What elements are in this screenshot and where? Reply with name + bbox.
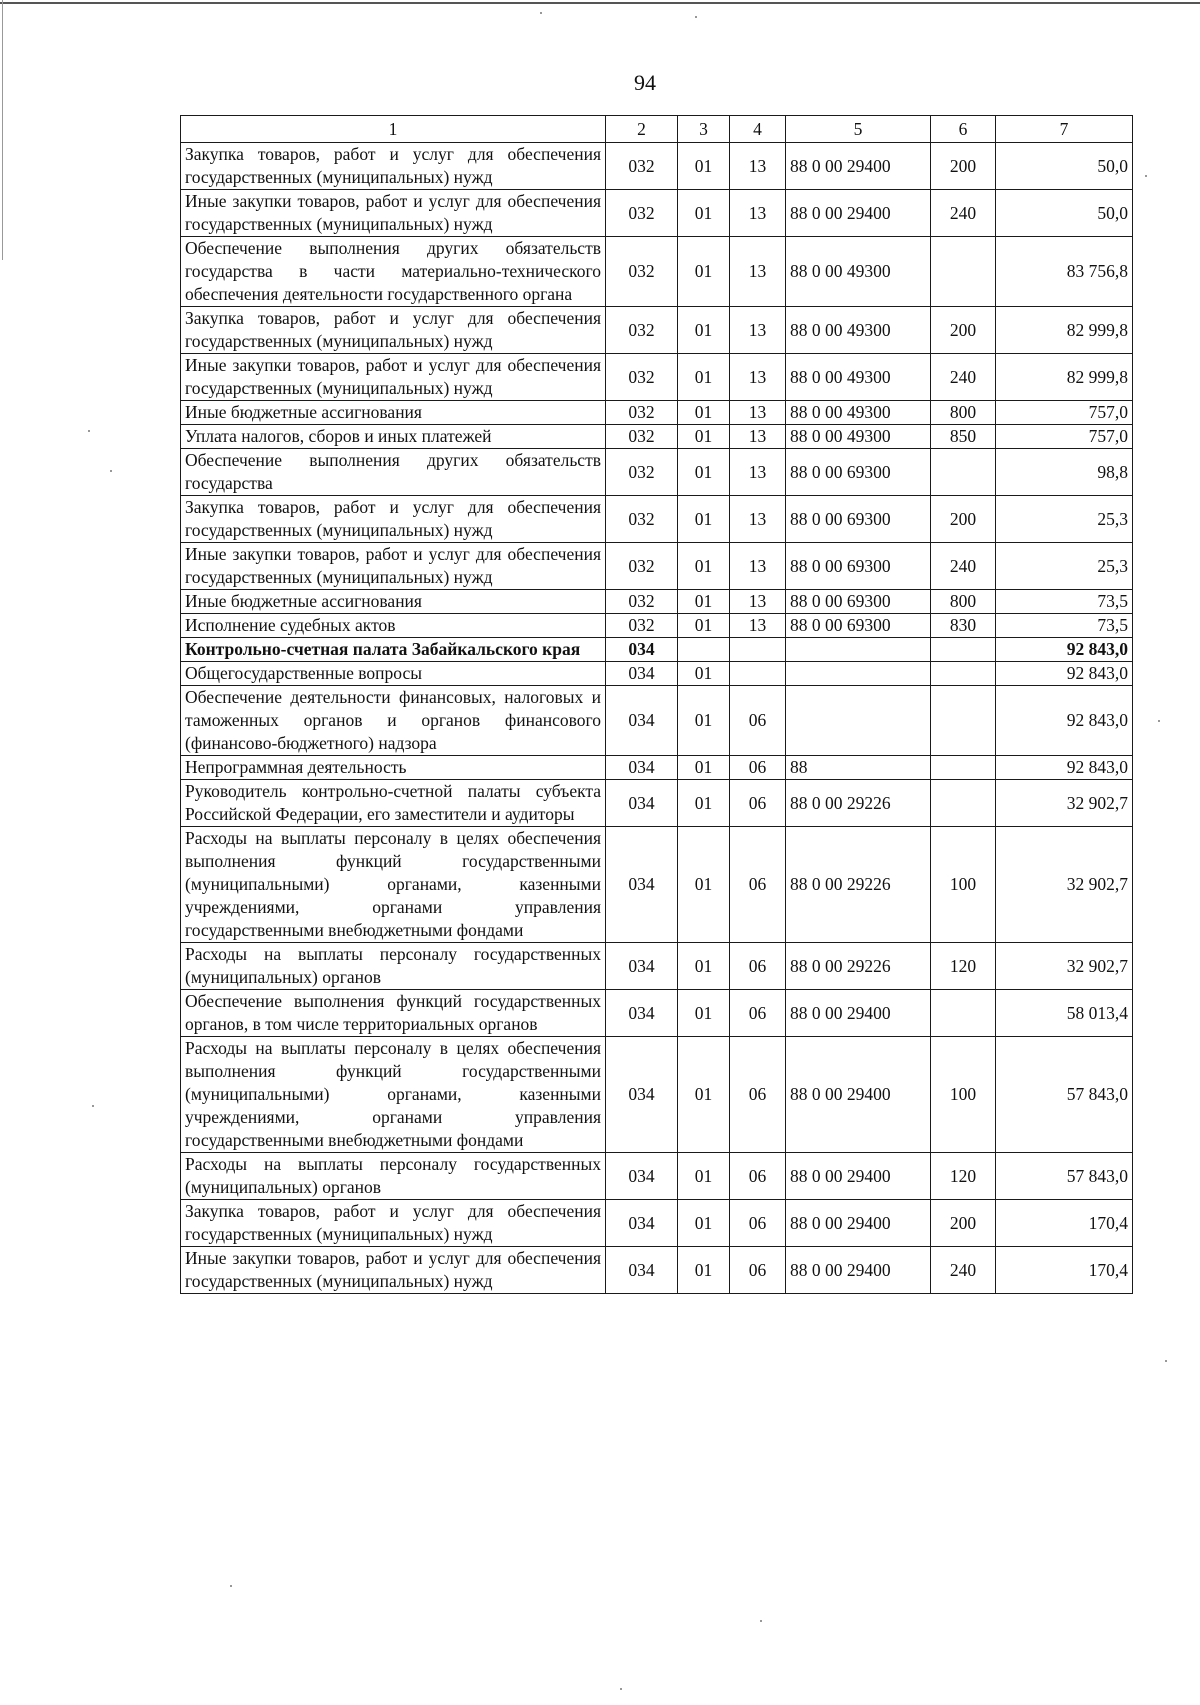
scan-speck bbox=[695, 16, 697, 18]
cell-name: Руководитель контрольно-счетной палаты субъекта Российской Федерации, его заместители и аудиторы bbox=[181, 780, 606, 827]
table-body bbox=[181, 143, 1133, 1294]
cell-name: Закупка товаров, работ и услуг для обеспечения государственных (муниципальных) нужд bbox=[181, 1200, 606, 1247]
cell-department-code: 034 bbox=[606, 990, 678, 1037]
scan-speck bbox=[1158, 720, 1160, 722]
cell-name: Обеспечение выполнения функций государственных органов, в том числе территориальных органов bbox=[181, 990, 606, 1037]
cell-name: Иные бюджетные ассигнования bbox=[181, 590, 606, 614]
cell-target-article: 88 0 00 49300 bbox=[786, 401, 931, 425]
scan-speck bbox=[1165, 1360, 1167, 1362]
cell-expense-type: 800 bbox=[931, 590, 996, 614]
cell-amount: 25,3 bbox=[996, 496, 1133, 543]
cell-name: Расходы на выплаты персоналу государственных (муниципальных) органов bbox=[181, 1153, 606, 1200]
cell-name: Закупка товаров, работ и услуг для обеспечения государственных (муниципальных) нужд bbox=[181, 307, 606, 354]
cell-section: 01 bbox=[678, 543, 730, 590]
cell-expense-type: 240 bbox=[931, 543, 996, 590]
cell-department-code: 032 bbox=[606, 496, 678, 543]
cell-section: 01 bbox=[678, 1037, 730, 1153]
cell-subsection: 13 bbox=[730, 307, 786, 354]
table-row bbox=[181, 496, 1133, 543]
table-row bbox=[181, 990, 1133, 1037]
cell-expense-type: 120 bbox=[931, 943, 996, 990]
cell-section: 01 bbox=[678, 1247, 730, 1294]
cell-amount: 50,0 bbox=[996, 190, 1133, 237]
cell-section: 01 bbox=[678, 307, 730, 354]
cell-expense-type: 100 bbox=[931, 827, 996, 943]
cell-section bbox=[678, 638, 730, 662]
cell-expense-type: 800 bbox=[931, 401, 996, 425]
table-row bbox=[181, 756, 1133, 780]
table-row bbox=[181, 354, 1133, 401]
table-header-row bbox=[181, 116, 1133, 143]
cell-expense-type bbox=[931, 237, 996, 307]
cell-subsection: 06 bbox=[730, 686, 786, 756]
scan-speck bbox=[540, 12, 542, 14]
cell-amount: 92 843,0 bbox=[996, 662, 1133, 686]
table-row bbox=[181, 638, 1133, 662]
cell-amount: 98,8 bbox=[996, 449, 1133, 496]
cell-target-article: 88 0 00 69300 bbox=[786, 496, 931, 543]
cell-expense-type bbox=[931, 449, 996, 496]
cell-expense-type: 240 bbox=[931, 1247, 996, 1294]
cell-subsection: 06 bbox=[730, 1037, 786, 1153]
scan-speck bbox=[620, 1688, 622, 1690]
cell-department-code: 032 bbox=[606, 543, 678, 590]
cell-expense-type bbox=[931, 638, 996, 662]
table-row bbox=[181, 614, 1133, 638]
cell-section: 01 bbox=[678, 780, 730, 827]
cell-target-article: 88 0 00 69300 bbox=[786, 590, 931, 614]
cell-expense-type: 830 bbox=[931, 614, 996, 638]
table-row bbox=[181, 780, 1133, 827]
cell-section: 01 bbox=[678, 662, 730, 686]
cell-department-code: 034 bbox=[606, 827, 678, 943]
table-row bbox=[181, 449, 1133, 496]
cell-amount: 57 843,0 bbox=[996, 1037, 1133, 1153]
cell-target-article: 88 0 00 69300 bbox=[786, 543, 931, 590]
cell-target-article: 88 0 00 29400 bbox=[786, 1037, 931, 1153]
cell-name: Иные закупки товаров, работ и услуг для обеспечения государственных (муниципальных) нужд bbox=[181, 190, 606, 237]
cell-expense-type: 200 bbox=[931, 496, 996, 543]
cell-target-article: 88 0 00 29400 bbox=[786, 190, 931, 237]
cell-name: Иные закупки товаров, работ и услуг для обеспечения государственных (муниципальных) нужд bbox=[181, 543, 606, 590]
scan-speck bbox=[110, 470, 112, 472]
table-row bbox=[181, 1153, 1133, 1200]
cell-name: Обеспечение выполнения других обязательств государства bbox=[181, 449, 606, 496]
cell-name: Иные бюджетные ассигнования bbox=[181, 401, 606, 425]
cell-subsection: 06 bbox=[730, 1200, 786, 1247]
table-row bbox=[181, 425, 1133, 449]
cell-name: Расходы на выплаты персоналу в целях обеспечения выполнения функций государственными (муниципальными) органами, казенными учреждениями, органами управления государственными внебюджетными фондами bbox=[181, 827, 606, 943]
cell-section: 01 bbox=[678, 943, 730, 990]
cell-section: 01 bbox=[678, 990, 730, 1037]
cell-name: Уплата налогов, сборов и иных платежей bbox=[181, 425, 606, 449]
cell-subsection: 13 bbox=[730, 543, 786, 590]
cell-target-article bbox=[786, 662, 931, 686]
cell-subsection: 13 bbox=[730, 354, 786, 401]
table-row bbox=[181, 1037, 1133, 1153]
cell-amount: 25,3 bbox=[996, 543, 1133, 590]
cell-section: 01 bbox=[678, 496, 730, 543]
cell-department-code: 034 bbox=[606, 1037, 678, 1153]
cell-target-article: 88 0 00 29400 bbox=[786, 990, 931, 1037]
table-row bbox=[181, 190, 1133, 237]
cell-amount: 50,0 bbox=[996, 143, 1133, 190]
cell-section: 01 bbox=[678, 1153, 730, 1200]
cell-department-code: 032 bbox=[606, 401, 678, 425]
cell-subsection bbox=[730, 662, 786, 686]
cell-amount: 170,4 bbox=[996, 1247, 1133, 1294]
cell-amount: 83 756,8 bbox=[996, 237, 1133, 307]
cell-expense-type: 850 bbox=[931, 425, 996, 449]
cell-target-article: 88 0 00 69300 bbox=[786, 449, 931, 496]
cell-target-article bbox=[786, 686, 931, 756]
cell-name: Закупка товаров, работ и услуг для обеспечения государственных (муниципальных) нужд bbox=[181, 496, 606, 543]
cell-department-code: 032 bbox=[606, 354, 678, 401]
column-header: 3 bbox=[678, 116, 730, 143]
cell-subsection: 13 bbox=[730, 614, 786, 638]
cell-target-article: 88 0 00 29400 bbox=[786, 143, 931, 190]
cell-subsection: 13 bbox=[730, 590, 786, 614]
cell-section: 01 bbox=[678, 354, 730, 401]
cell-subsection: 06 bbox=[730, 756, 786, 780]
scan-speck bbox=[92, 1105, 94, 1107]
cell-name: Контрольно-счетная палата Забайкальского края bbox=[181, 638, 606, 662]
scan-speck bbox=[1145, 175, 1147, 177]
cell-target-article: 88 0 00 29400 bbox=[786, 1200, 931, 1247]
cell-name: Расходы на выплаты персоналу государственных (муниципальных) органов bbox=[181, 943, 606, 990]
cell-target-article: 88 0 00 29226 bbox=[786, 780, 931, 827]
cell-expense-type: 240 bbox=[931, 190, 996, 237]
cell-department-code: 034 bbox=[606, 943, 678, 990]
cell-department-code: 034 bbox=[606, 780, 678, 827]
cell-amount: 57 843,0 bbox=[996, 1153, 1133, 1200]
cell-department-code: 032 bbox=[606, 143, 678, 190]
cell-section: 01 bbox=[678, 449, 730, 496]
cell-name: Общегосударственные вопросы bbox=[181, 662, 606, 686]
cell-expense-type: 200 bbox=[931, 1200, 996, 1247]
table-row bbox=[181, 143, 1133, 190]
cell-subsection: 06 bbox=[730, 943, 786, 990]
cell-amount: 82 999,8 bbox=[996, 307, 1133, 354]
cell-subsection: 13 bbox=[730, 143, 786, 190]
table-row bbox=[181, 590, 1133, 614]
cell-department-code: 032 bbox=[606, 614, 678, 638]
cell-target-article: 88 0 00 49300 bbox=[786, 237, 931, 307]
table-row bbox=[181, 543, 1133, 590]
cell-target-article: 88 0 00 29400 bbox=[786, 1247, 931, 1294]
table-row bbox=[181, 943, 1133, 990]
cell-department-code: 034 bbox=[606, 756, 678, 780]
scan-speck bbox=[230, 1585, 232, 1587]
cell-subsection: 06 bbox=[730, 780, 786, 827]
cell-department-code: 032 bbox=[606, 590, 678, 614]
cell-subsection: 13 bbox=[730, 425, 786, 449]
cell-amount: 757,0 bbox=[996, 401, 1133, 425]
cell-subsection: 13 bbox=[730, 401, 786, 425]
cell-amount: 32 902,7 bbox=[996, 827, 1133, 943]
scan-edge-top bbox=[0, 2, 1200, 4]
column-header: 6 bbox=[931, 116, 996, 143]
cell-section: 01 bbox=[678, 756, 730, 780]
cell-department-code: 034 bbox=[606, 662, 678, 686]
cell-name: Исполнение судебных актов bbox=[181, 614, 606, 638]
cell-expense-type: 200 bbox=[931, 307, 996, 354]
cell-section: 01 bbox=[678, 614, 730, 638]
cell-amount: 73,5 bbox=[996, 590, 1133, 614]
cell-section: 01 bbox=[678, 1200, 730, 1247]
cell-department-code: 034 bbox=[606, 1153, 678, 1200]
cell-subsection: 13 bbox=[730, 190, 786, 237]
cell-section: 01 bbox=[678, 237, 730, 307]
cell-expense-type bbox=[931, 686, 996, 756]
column-header: 2 bbox=[606, 116, 678, 143]
cell-amount: 82 999,8 bbox=[996, 354, 1133, 401]
cell-target-article: 88 0 00 49300 bbox=[786, 425, 931, 449]
cell-section: 01 bbox=[678, 686, 730, 756]
cell-department-code: 034 bbox=[606, 686, 678, 756]
column-header: 7 bbox=[996, 116, 1133, 143]
column-header: 1 bbox=[181, 116, 606, 143]
cell-amount: 32 902,7 bbox=[996, 780, 1133, 827]
cell-expense-type bbox=[931, 780, 996, 827]
table-row bbox=[181, 1200, 1133, 1247]
scan-speck bbox=[760, 1620, 762, 1622]
table-row bbox=[181, 401, 1133, 425]
cell-name: Непрограммная деятельность bbox=[181, 756, 606, 780]
cell-section: 01 bbox=[678, 143, 730, 190]
cell-target-article: 88 0 00 69300 bbox=[786, 614, 931, 638]
cell-target-article bbox=[786, 638, 931, 662]
cell-expense-type: 200 bbox=[931, 143, 996, 190]
budget-table bbox=[180, 115, 1133, 1294]
cell-expense-type bbox=[931, 756, 996, 780]
cell-target-article: 88 0 00 29226 bbox=[786, 943, 931, 990]
cell-amount: 73,5 bbox=[996, 614, 1133, 638]
cell-department-code: 034 bbox=[606, 1200, 678, 1247]
cell-section: 01 bbox=[678, 401, 730, 425]
cell-subsection bbox=[730, 638, 786, 662]
scan-edge-left bbox=[2, 0, 3, 260]
cell-name: Расходы на выплаты персоналу в целях обеспечения выполнения функций государственными (муниципальными) органами, казенными учреждениями, органами управления государственными внебюджетными фондами bbox=[181, 1037, 606, 1153]
cell-amount: 92 843,0 bbox=[996, 686, 1133, 756]
cell-target-article: 88 0 00 29400 bbox=[786, 1153, 931, 1200]
page-number: 94 bbox=[634, 70, 656, 95]
cell-amount: 32 902,7 bbox=[996, 943, 1133, 990]
cell-expense-type bbox=[931, 662, 996, 686]
cell-section: 01 bbox=[678, 190, 730, 237]
cell-section: 01 bbox=[678, 590, 730, 614]
table-row bbox=[181, 307, 1133, 354]
cell-name: Обеспечение выполнения других обязательств государства в части материально-технического обеспечения деятельности государственного органа bbox=[181, 237, 606, 307]
scan-speck bbox=[88, 430, 90, 432]
cell-subsection: 06 bbox=[730, 1247, 786, 1294]
column-header: 4 bbox=[730, 116, 786, 143]
cell-section: 01 bbox=[678, 827, 730, 943]
cell-department-code: 032 bbox=[606, 449, 678, 496]
cell-expense-type: 120 bbox=[931, 1153, 996, 1200]
cell-name: Обеспечение деятельности финансовых, налоговых и таможенных органов и органов финансового (финансово-бюджетного) надзора bbox=[181, 686, 606, 756]
cell-expense-type: 240 bbox=[931, 354, 996, 401]
table-row bbox=[181, 686, 1133, 756]
table-row bbox=[181, 662, 1133, 686]
cell-target-article: 88 bbox=[786, 756, 931, 780]
cell-subsection: 13 bbox=[730, 496, 786, 543]
cell-amount: 58 013,4 bbox=[996, 990, 1133, 1037]
cell-target-article: 88 0 00 49300 bbox=[786, 307, 931, 354]
cell-department-code: 032 bbox=[606, 307, 678, 354]
cell-target-article: 88 0 00 29226 bbox=[786, 827, 931, 943]
cell-subsection: 06 bbox=[730, 827, 786, 943]
cell-amount: 170,4 bbox=[996, 1200, 1133, 1247]
cell-amount: 92 843,0 bbox=[996, 638, 1133, 662]
cell-subsection: 13 bbox=[730, 237, 786, 307]
cell-amount: 92 843,0 bbox=[996, 756, 1133, 780]
cell-name: Иные закупки товаров, работ и услуг для обеспечения государственных (муниципальных) нужд bbox=[181, 354, 606, 401]
cell-department-code: 034 bbox=[606, 638, 678, 662]
table-row bbox=[181, 827, 1133, 943]
cell-section: 01 bbox=[678, 425, 730, 449]
cell-department-code: 032 bbox=[606, 425, 678, 449]
cell-expense-type: 100 bbox=[931, 1037, 996, 1153]
column-header: 5 bbox=[786, 116, 931, 143]
cell-name: Закупка товаров, работ и услуг для обеспечения государственных (муниципальных) нужд bbox=[181, 143, 606, 190]
cell-department-code: 032 bbox=[606, 190, 678, 237]
cell-name: Иные закупки товаров, работ и услуг для обеспечения государственных (муниципальных) нужд bbox=[181, 1247, 606, 1294]
cell-amount: 757,0 bbox=[996, 425, 1133, 449]
cell-subsection: 13 bbox=[730, 449, 786, 496]
cell-subsection: 06 bbox=[730, 990, 786, 1037]
cell-department-code: 034 bbox=[606, 1247, 678, 1294]
table-row bbox=[181, 1247, 1133, 1294]
cell-subsection: 06 bbox=[730, 1153, 786, 1200]
table-row bbox=[181, 237, 1133, 307]
cell-department-code: 032 bbox=[606, 237, 678, 307]
cell-expense-type bbox=[931, 990, 996, 1037]
cell-target-article: 88 0 00 49300 bbox=[786, 354, 931, 401]
